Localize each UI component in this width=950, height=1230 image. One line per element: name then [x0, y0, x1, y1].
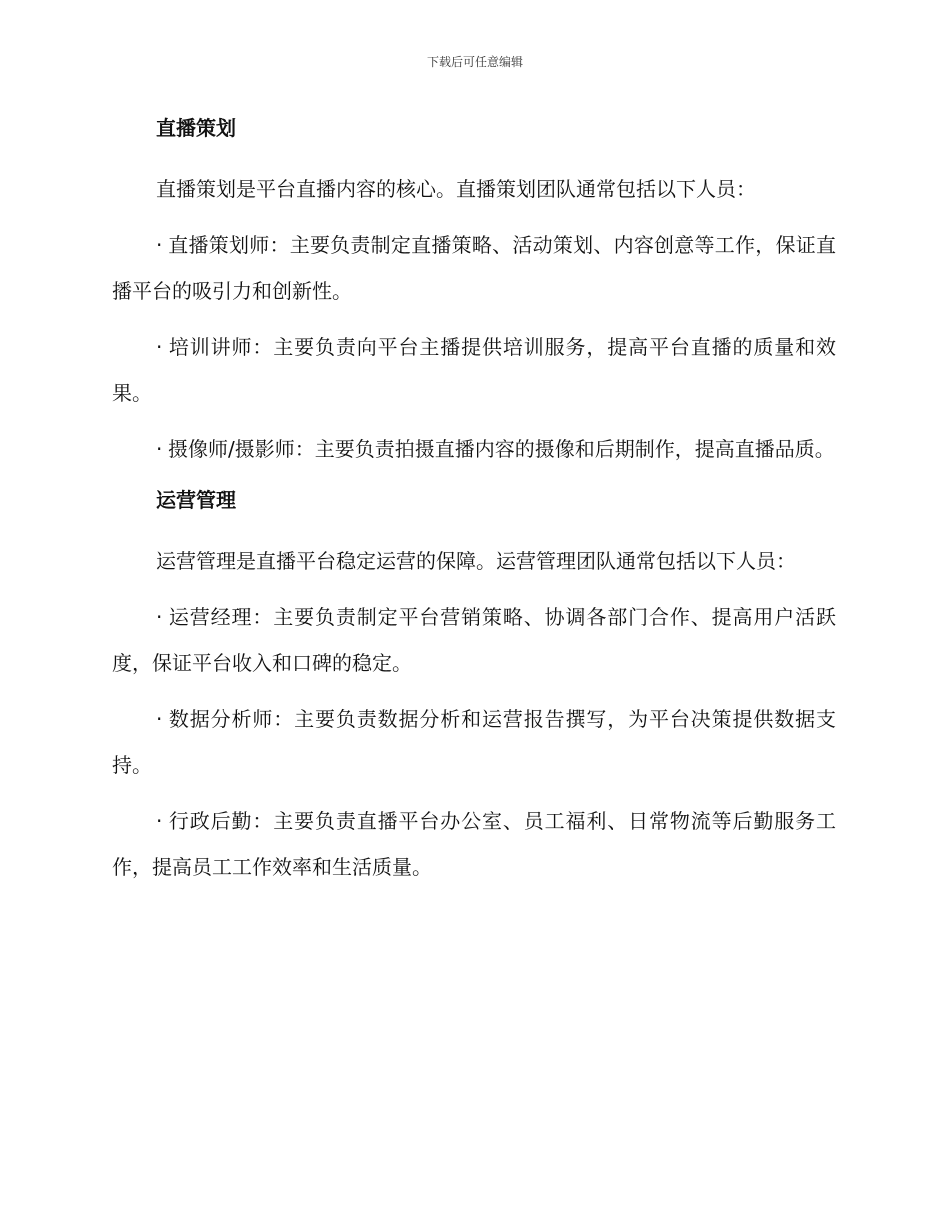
list-item — [112, 696, 836, 788]
list-item-text: 运营经理：主要负责制定平台营销策略、协调各部门合作、提高用户活跃度，保证平台收入和口碑的稳定。 — [112, 605, 836, 675]
list-item-text: 直播策划师：主要负责制定直播策略、活动策划、内容创意等工作，保证直播平台的吸引力和创新性。 — [112, 233, 836, 303]
bullet-icon: · — [156, 809, 163, 833]
list-item-text: 行政后勤：主要负责直播平台办公室、员工福利、日常物流等后勤服务工作，提高员工工作效率和生活质量。 — [112, 809, 836, 879]
document-body — [112, 110, 836, 900]
list-item-text: 摄像师/摄影师：主要负责拍摄直播内容的摄像和后期制作，提高直播品质。 — [168, 437, 835, 461]
bullet-icon: · — [156, 437, 163, 461]
list-item-text: 培训讲师：主要负责向平台主播提供培训服务，提高平台直播的质量和效果。 — [112, 335, 836, 405]
list-item — [112, 594, 836, 686]
bullet-icon: · — [156, 707, 163, 731]
list-item-text: 数据分析师：主要负责数据分析和运营报告撰写，为平台决策提供数据支持。 — [112, 707, 836, 777]
section-heading-live-planning: 直播策划 — [156, 116, 236, 140]
list-item — [112, 798, 836, 890]
bullet-icon: · — [156, 605, 163, 629]
page-header: 下载后可任意编辑 — [426, 55, 523, 69]
section-intro-operations: 运营管理是直播平台稳定运营的保障。运营管理团队通常包括以下人员： — [156, 549, 796, 573]
list-item — [112, 222, 836, 314]
list-item — [112, 324, 836, 416]
list-item — [112, 426, 836, 472]
bullet-icon: · — [156, 233, 163, 257]
bullet-icon: · — [156, 335, 163, 359]
section-intro-live-planning: 直播策划是平台直播内容的核心。直播策划团队通常包括以下人员： — [156, 177, 756, 201]
section-heading-operations: 运营管理 — [156, 488, 236, 512]
